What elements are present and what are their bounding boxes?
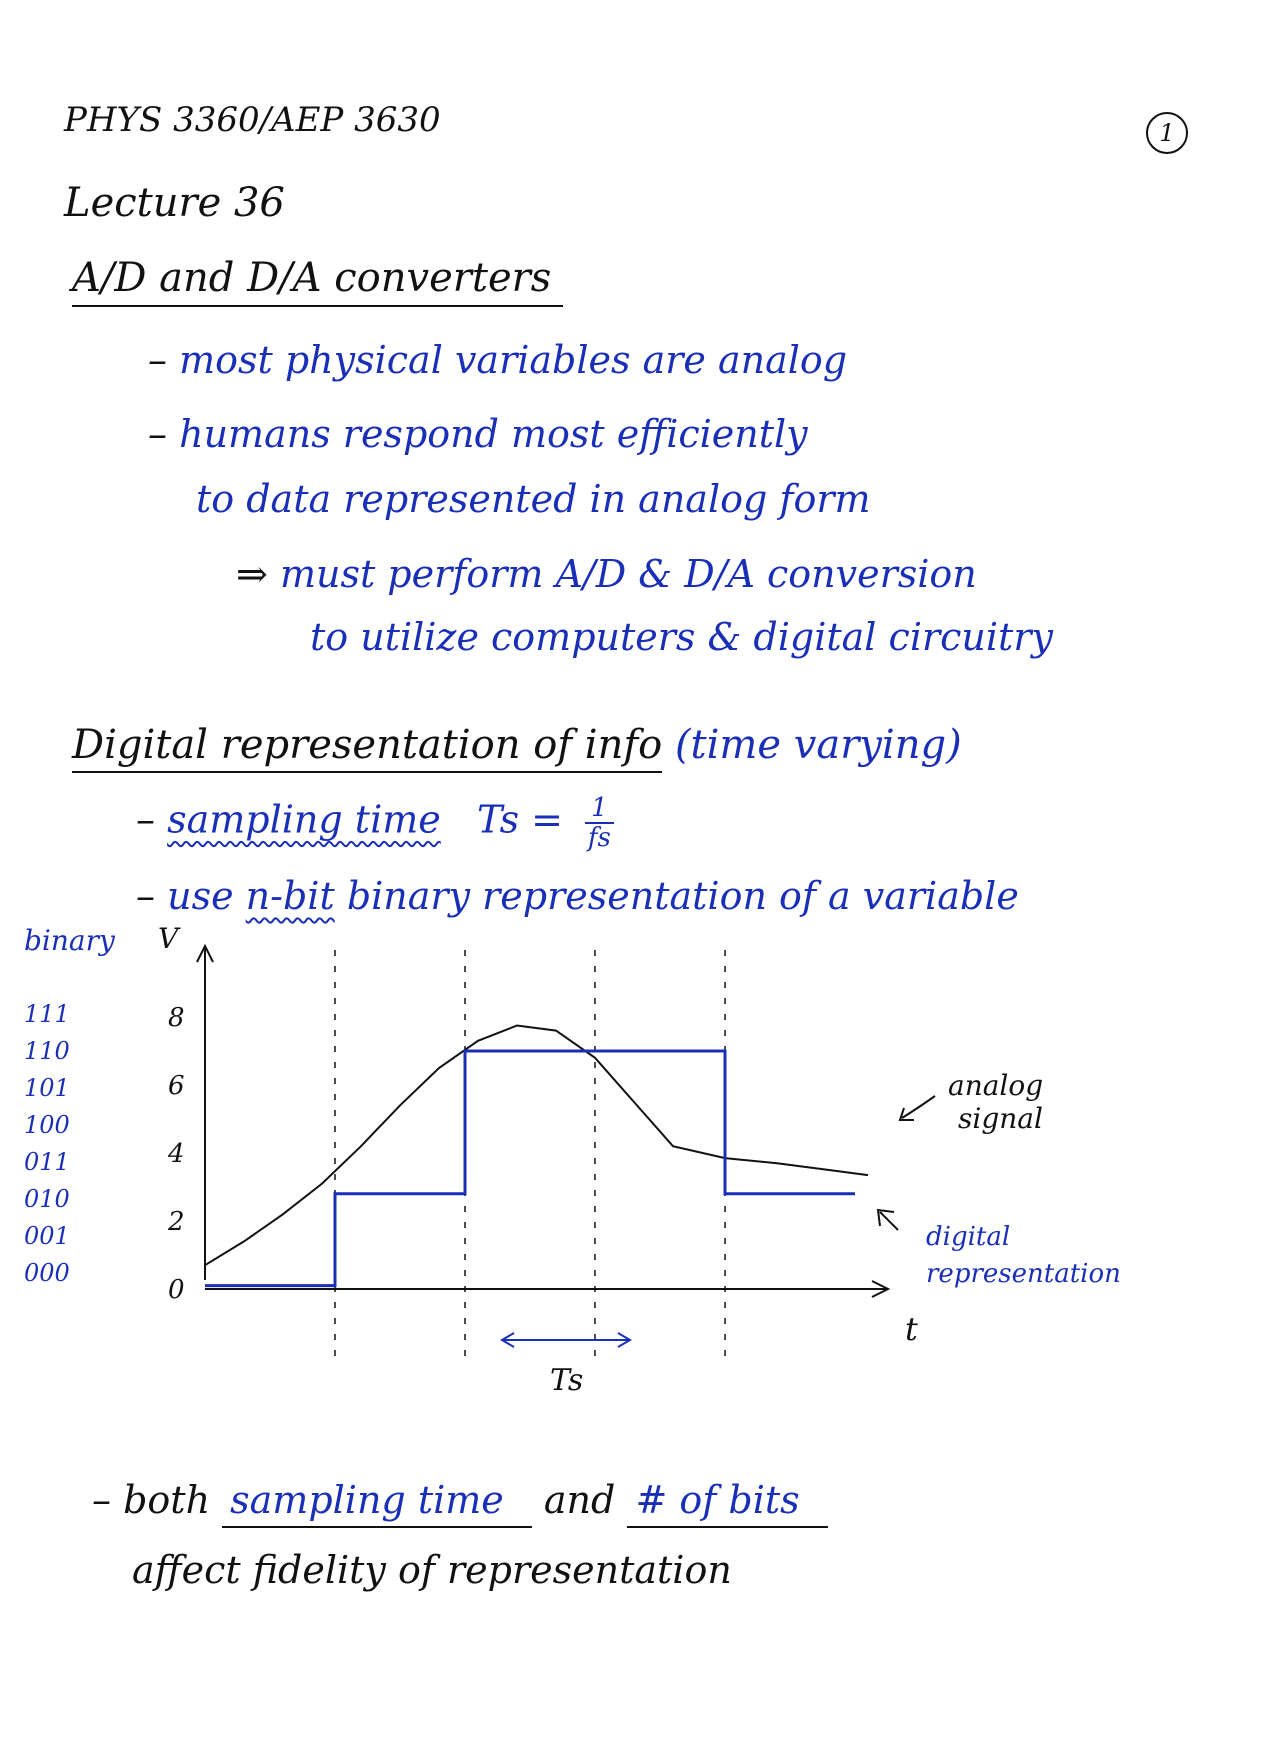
y-tick-labels xyxy=(167,1003,185,1305)
section-title-text: Digital representation of info xyxy=(72,722,662,773)
digital-annotation-line1: digital xyxy=(926,1222,1011,1252)
course-title: PHYS 3360/AEP 3630 xyxy=(64,100,441,140)
binary-code-label: 100 xyxy=(24,1111,70,1139)
y-axis-label: V xyxy=(158,922,179,955)
analog-signal-annotation-line1: analog xyxy=(948,1069,1044,1102)
binary-code-label: 010 xyxy=(24,1185,70,1213)
bullet-humans-respond-continuation: to data represented in analog form xyxy=(196,477,871,521)
binary-code-label: 111 xyxy=(24,1000,70,1028)
word-use: use xyxy=(167,874,234,918)
bullet-dash: – xyxy=(92,1478,111,1522)
binary-code-label: 001 xyxy=(24,1222,70,1250)
section-title-note: (time varying) xyxy=(674,722,962,768)
formula-lhs: Ts = xyxy=(477,797,564,842)
bullet-sampling-time xyxy=(136,794,614,852)
binary-code-label: 000 xyxy=(24,1259,70,1287)
blank-bits: # of bits xyxy=(627,1478,827,1528)
y-tick-label: 8 xyxy=(168,1003,185,1033)
digital-representation-line xyxy=(205,1051,855,1286)
bullet-dash: – xyxy=(136,874,155,918)
y-tick-label: 0 xyxy=(168,1275,185,1305)
ts-label: Ts xyxy=(550,1363,584,1398)
fraction-denominator: fs xyxy=(587,823,611,853)
bullet-text: humans respond most efficiently xyxy=(179,412,808,456)
analog-signal-annotation-line2: signal xyxy=(958,1102,1043,1135)
page-number-badge: 1 xyxy=(1146,112,1188,154)
word-both: both xyxy=(123,1478,211,1522)
section-title-digital-representation xyxy=(72,722,962,768)
implication-text: must perform A/D & D/A conversion xyxy=(279,552,977,596)
blank-sampling-time: sampling time xyxy=(222,1478,532,1528)
fraction-numerator: 1 xyxy=(585,794,614,824)
bullet-analog-variables xyxy=(148,338,847,382)
section-title-converters: A/D and D/A converters xyxy=(72,255,563,307)
binary-axis-label: binary xyxy=(24,924,115,957)
bullet-dash: – xyxy=(136,797,155,842)
conclusion-line2: affect fidelity of representation xyxy=(132,1548,732,1592)
sampling-chart xyxy=(0,900,1276,1420)
term-n-bit: n-bit xyxy=(245,874,335,918)
implication-continuation: to utilize computers & digital circuitry xyxy=(310,615,1053,659)
analog-signal-line xyxy=(205,1026,868,1266)
digital-annotation-line2: representation xyxy=(926,1259,1121,1289)
sample-time-markers xyxy=(335,950,725,1360)
binary-code-label: 101 xyxy=(24,1074,70,1102)
binary-code-column xyxy=(24,1000,70,1287)
y-tick-label: 4 xyxy=(168,1139,185,1169)
bullet-humans-respond xyxy=(148,412,808,456)
ts-interval xyxy=(502,1333,630,1398)
bullet-dash: – xyxy=(148,338,167,382)
x-axis-label: t xyxy=(905,1310,918,1348)
implication-conversion xyxy=(236,552,977,596)
y-tick-label: 2 xyxy=(168,1207,185,1237)
bullet-dash: – xyxy=(148,412,167,456)
bullet-text: most physical variables are analog xyxy=(179,338,848,382)
implies-arrow-icon: ⇒ xyxy=(236,552,268,596)
analog-pointer-arrow-icon xyxy=(902,1096,935,1118)
binary-code-label: 110 xyxy=(24,1037,70,1065)
term-sampling-time: sampling time xyxy=(167,797,441,842)
digital-pointer-arrow-icon xyxy=(880,1212,898,1230)
lecture-title: Lecture 36 xyxy=(64,180,285,226)
y-tick-label: 6 xyxy=(168,1071,185,1101)
fraction xyxy=(585,794,614,852)
bullet-text: binary representation of a variable xyxy=(346,874,1019,918)
word-and: and xyxy=(543,1478,616,1522)
binary-code-label: 011 xyxy=(24,1148,70,1176)
conclusion-line1 xyxy=(92,1478,828,1528)
